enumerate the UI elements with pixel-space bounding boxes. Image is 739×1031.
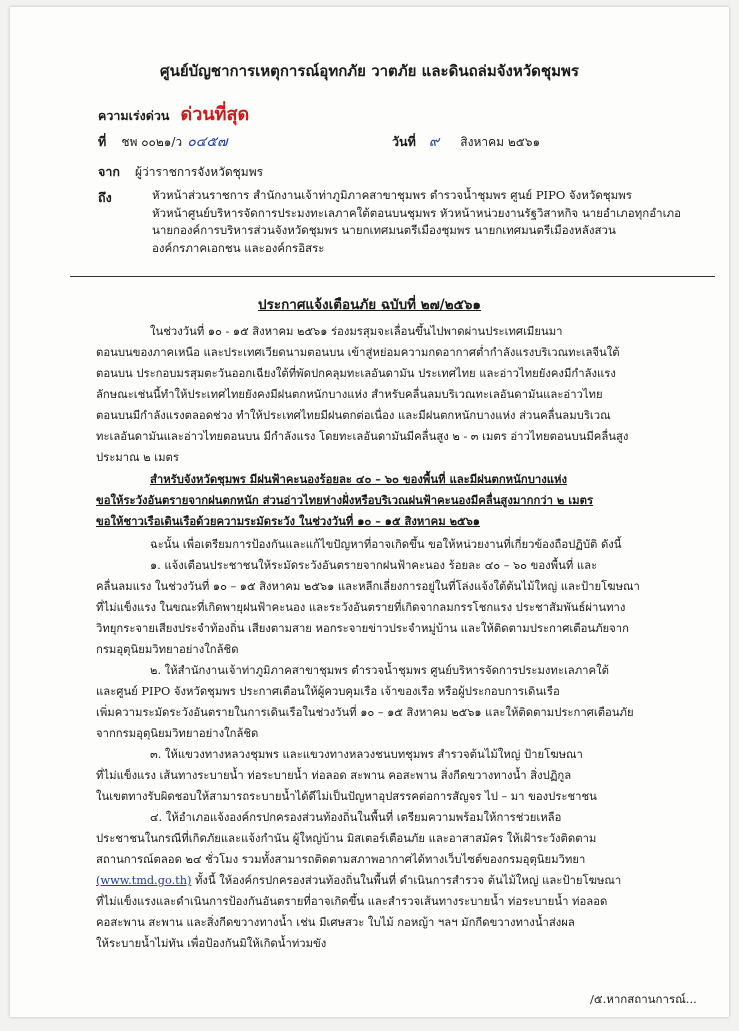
text-line: คลื่นลมแรง ในช่วงวันที่ ๑๐ – ๑๕ สิงหาคม ๒๕๖๑ และหลีกเลี่ยงการอยู่ในที่โล่งแจ้งใต้ต้นไม้ใหญ่ และป้ายโฆษณา xyxy=(96,580,640,593)
text-line: วิทยุกระจายเสียงประจำท้องถิ่น เสียงตามสาย หอกระจายข่าวประจำหมู่บ้าน และให้ติดตามประกาศเตือนภัยจาก xyxy=(96,622,629,635)
docno-handwritten: ๐๔๕๗ xyxy=(187,134,228,150)
text-line: กรมอุตุนิยมวิทยาอย่างใกล้ชิด xyxy=(96,643,239,656)
paragraph-weather-summary xyxy=(96,321,696,468)
text-line: เพิ่มความระมัดระวังอันตรายในการเดินเรือในช่วงวันที่ ๑๐ – ๑๕ สิงหาคม ๒๕๖๑ และให้ติดตามประกาศเตือนภัย xyxy=(96,706,634,719)
date-month-year: สิงหาคม ๒๕๖๑ xyxy=(460,135,541,149)
announcement-title: ประกาศแจ้งเตือนภัย ฉบับที่ ๒๗/๒๕๖๑ xyxy=(258,297,481,313)
recipients-list xyxy=(152,187,681,257)
to-label: ถึง xyxy=(98,190,112,205)
document-number-row xyxy=(98,131,228,153)
page-continuation: /๕.หากสถานการณ์... xyxy=(590,992,697,1006)
link-trailing-text: ทั้งนี้ ให้องค์กรปกครองส่วนท้องถิ่นในพื้นที่ ดำเนินการสำรวจ ต้นไม้ใหญ่ และป้ายโฆษณา xyxy=(191,874,622,887)
text-line: ทะเลอันดามันและอ่าวไทยตอนบน มีกำลังแรง โดยทะเลอันดามันมีคลื่นสูง ๒ - ๓ เมตร อ่าวไทยตอนบนมีคลื่นสูง xyxy=(96,430,629,443)
to-label-wrap xyxy=(98,187,112,208)
intro-line: ฉะนั้น เพื่อเตรียมการป้องกันและแก้ไขปัญหาที่อาจเกิดขึ้น ขอให้หน่วยงานที่เกี่ยวข้องถือปฏิบัติ ดังนี้ xyxy=(150,538,622,551)
docno-label: ที่ xyxy=(98,134,107,149)
text-line-with-link xyxy=(96,870,696,891)
text-line: ในเขตทางรับผิดชอบให้สามารถระบายน้ำได้ดีไม่เป็นปัญหาอุปสรรคต่อการสัญจร ไป – มา ของประชาชน xyxy=(96,790,597,803)
text-line: คอสะพาน สะพาน และสิ่งกีดขวางทางน้ำ เช่น มีเศษสวะ ใบไม้ กอหญ้า ฯลฯ มักกีดขวางทางน้ำส่งผล xyxy=(96,916,575,929)
date-row xyxy=(392,131,540,153)
urgency-row xyxy=(98,99,249,128)
document-header-title: ศูนย์บัญชาการเหตุการณ์อุทกภัย วาตภัย และดินถล่มจังหวัดชุมพร xyxy=(160,62,579,80)
text-line: ๔. ให้อำเภอแจ้งองค์กรปกครองส่วนท้องถิ่นในพื้นที่ เตรียมความพร้อมให้การช่วยเหลือ xyxy=(150,811,562,824)
text-line: ในช่วงวันที่ ๑๐ - ๑๕ สิงหาคม ๒๕๖๑ ร่องมรสุมจะเลื่อนขึ้นไปพาดผ่านประเทศเมียนมา xyxy=(150,325,563,338)
text-line: ๒. ให้สำนักงานเจ้าท่าภูมิภาคสาขาชุมพร ตำรวจน้ำชุมพร ศูนย์บริหารจัดการประมงทะเลภาคใต้ xyxy=(150,664,609,677)
docno-prefix: ชพ ๐๐๒๑/ว xyxy=(121,135,183,149)
text-line: ที่ไม่แข็งแรง เส้นทางระบายน้ำ ท่อระบายน้ำ ท่อลอด สะพาน คอสะพาน สิ่งกีดขวางทางน้ำ สิ่งปฏิกูล xyxy=(96,769,572,782)
text-line: ประชาชนในกรณีที่เกิดภัยและแจ้งกำนัน ผู้ใหญ่บ้าน มิสเตอร์เตือนภัย และอาสาสมัคร ให้เฝ้าระวังติดตาม xyxy=(96,832,597,845)
date-label: วันที่ xyxy=(392,134,416,149)
document-page xyxy=(10,7,729,1017)
recipient-line: หัวหน้าศูนย์บริหารจัดการประมงทะเลภาคใต้ตอนบนชุมพร หัวหน้าหน่วยงานรัฐวิสาหกิจ นายอำเภอทุกอำเภอ xyxy=(152,205,681,220)
urgency-value: ด่วนที่สุด xyxy=(180,104,250,125)
from-label: จาก xyxy=(98,164,120,179)
recipient-line: องค์กรภาคเอกชน และองค์กรอิสระ xyxy=(152,240,325,255)
text-line: ประมาณ ๒ เมตร xyxy=(96,451,179,464)
from-row xyxy=(98,161,263,182)
text-line: ๑. แจ้งเตือนประชาชนให้ระมัดระวังอันตรายจากฝนฟ้าคะนอง ร้อยละ ๔๐ – ๖๐ ของพื้นที่ และ xyxy=(150,559,598,572)
text-line: สถานการณ์ตลอด ๒๔ ชั่วโมง รวมทั้งสามารถติดตามสภาพอากาศได้ทางเว็บไซต์ของกรมอุตุนิยมวิทยา xyxy=(96,853,586,866)
text-line: สำหรับจังหวัดชุมพร มีฝนฟ้าคะนองร้อยละ ๔๐ – ๖๐ ของพื้นที่ และมีฝนตกหนักบางแห่ง xyxy=(150,472,567,486)
instructions-block xyxy=(96,534,696,954)
tmd-website-link[interactable]: (www.tmd.go.th) xyxy=(96,874,192,887)
text-line: และศูนย์ PIPO จังหวัดชุมพร ประกาศเตือนให้ผู้ควบคุมเรือ เจ้าของเรือ หรือผู้ประกอบการเดินเรือ xyxy=(96,685,560,698)
header-divider xyxy=(70,276,715,277)
text-line: ลักษณะเช่นนี้ทำให้ประเทศไทยยังคงมีฝนตกหนักบางแห่ง สำหรับคลื่นลมบริเวณทะเลอันดามันและอ่าวไทย xyxy=(96,388,603,401)
text-line: ที่ไม่แข็งแรง ในขณะที่เกิดพายุฝนฟ้าคะนอง และระวังอันตรายที่เกิดจากลมกรรโชกแรง ประชาสัมพันธ์ผ่านทาง xyxy=(96,601,626,614)
text-line: ที่ไม่แข็งแรงและดำเนินการป้องกันอันตรายที่อาจเกิดขึ้น และสำรวจเส้นทางระบายน้ำ ท่อระบายน้ำ ท่อลอด xyxy=(96,895,608,908)
text-line: ตอนบนของภาคเหนือ และประเทศเวียดนามตอนบน เข้าสู่หย่อมความกดอากาศต่ำกำลังแรงบริเวณทะเลจีนใต้ xyxy=(96,346,620,359)
urgency-label: ความเร่งด่วน xyxy=(98,108,170,123)
recipient-line: หัวหน้าส่วนราชการ สำนักงานเจ้าท่าภูมิภาคสาขาชุมพร ตำรวจน้ำชุมพร ศูนย์ PIPO จังหวัดชุมพร xyxy=(152,188,632,202)
from-value: ผู้ว่าราชการจังหวัดชุมพร xyxy=(135,165,264,179)
chumphon-warning-block xyxy=(96,469,696,532)
text-line: ขอให้ระวังอันตรายจากฝนตกหนัก ส่วนอ่าวไทยห่างฝั่งหรือบริเวณฝนฟ้าคะนองมีคลื่นสูงมากกว่า ๒ เมตร xyxy=(96,493,594,507)
text-line: ๓. ให้แขวงทางหลวงชุมพร และแขวงทางหลวงชนบทชุมพร สำรวจต้นไม้ใหญ่ ป้ายโฆษณา xyxy=(150,748,583,761)
text-line: ตอนบนมีกำลังแรงตลอดช่วง ทำให้ประเทศไทยมีฝนตกต่อเนื่อง และมีฝนตกหนักบางแห่ง ส่วนคลื่นลมบริเวณ xyxy=(96,409,611,422)
text-line: ให้ระบายน้ำไม่ทัน เพื่อป้องกันมิให้เกิดน้ำท่วมขัง xyxy=(96,937,327,950)
text-line: ขอให้ชาวเรือเดินเรือด้วยความระมัดระวัง ในช่วงวันที่ ๑๐ – ๑๕ สิงหาคม ๒๕๖๑ xyxy=(96,514,480,528)
text-line: จากกรมอุตุนิยมวิทยาอย่างใกล้ชิด xyxy=(96,727,259,740)
date-handwritten-day: ๙ xyxy=(428,134,440,150)
text-line: ตอนบน ประกอบมรสุมตะวันออกเฉียงใต้ที่พัดปกคลุมทะเลอันดามัน ประเทศไทย และอ่าวไทยยังคงมีกำลังแรง xyxy=(96,367,616,380)
recipient-line: นายกองค์การบริหารส่วนจังหวัดชุมพร นายกเทศมนตรีเมืองชุมพร นายกเทศมนตรีเมืองหลังสวน xyxy=(152,223,616,237)
